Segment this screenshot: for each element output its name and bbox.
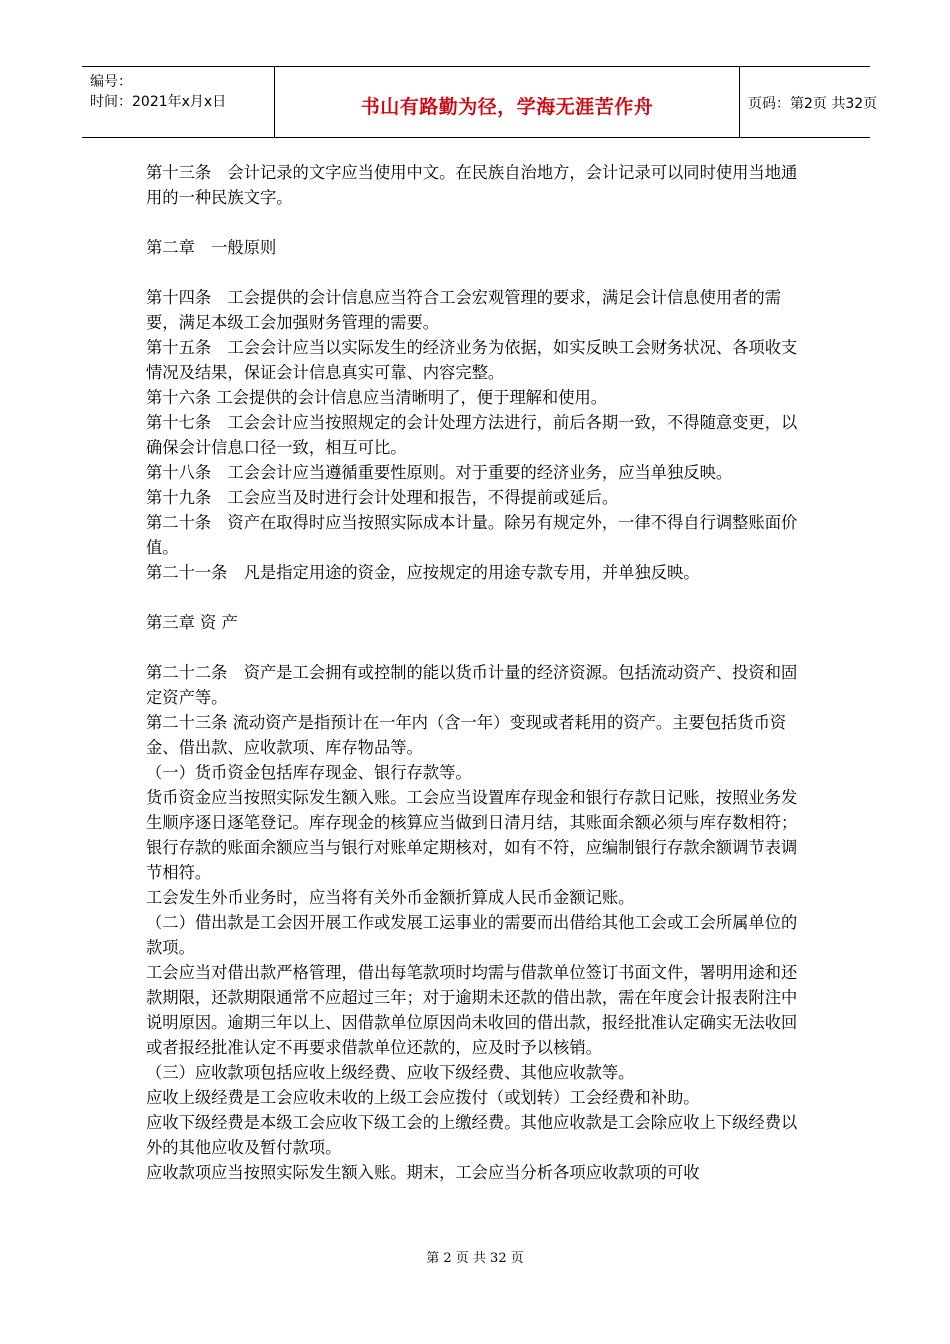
blank-line (146, 210, 810, 235)
paragraph: 应收上级经费是工会应收未收的上级工会应拨付（或划转）工会经费和补助。 (146, 1088, 700, 1107)
header-motto: 书山有路勤为径，学海无涯苦作舟 (360, 96, 654, 118)
page-header (82, 66, 878, 138)
blank-line (146, 635, 810, 660)
document-number: 编号： (90, 74, 132, 90)
blank-line (146, 585, 810, 610)
paragraph: 应收款项应当按照实际发生额入账。期末，工会应当分析各项应收款项的可收 (146, 1163, 700, 1182)
paragraph: （二）借出款是工会因开展工作或发展工运事业的需要而出借给其他工会或工会所属单位的款项。 (146, 913, 798, 957)
paragraph: 第二十三条 流动资产是指预计在一年内（含一年）变现或者耗用的资产。主要包括货币资金、借出款、应收款项、库存物品等。 (146, 713, 787, 757)
page-footer: 第 2 页 共 32 页 (426, 1251, 524, 1266)
paragraph: 第十七条 工会会计应当按照规定的会计处理方法进行，前后各期一致，不得随意变更，以确保会计信息口径一致，相互可比。 (146, 413, 798, 457)
header-page-info: 页码：第2页 共32页 (748, 96, 878, 112)
header-page-cell (740, 67, 878, 137)
paragraph: 第十三条 会计记录的文字应当使用中文。在民族自治地方，会计记录可以同时使用当地通用的一种民族文字。 (146, 163, 798, 207)
paragraph: 第十九条 工会应当及时进行会计处理和报告，不得提前或延后。 (146, 488, 619, 507)
paragraph: （一）货币资金包括库存现金、银行存款等。 (146, 763, 472, 782)
paragraph: 第三章 资 产 (146, 613, 238, 632)
paragraph: （三）应收款项包括应收上级经费、应收下级经费、其他应收款等。 (146, 1063, 635, 1082)
document-body (146, 160, 810, 1185)
paragraph: 第二章 一般原则 (146, 238, 277, 257)
paragraph: 工会应当对借出款严格管理，借出每笔款项时均需与借款单位签订书面文件，署明用途和还款期限，还款期限通常不应超过三年；对于逾期未还款的借出款，需在年度会计报表附注中说明原因。逾期三年以上、因借款单位原因尚未收回的借出款，报经批准认定确实无法收回或者报经批准认定不再要求借款单位还款的，应及时予以核销。 (146, 963, 798, 1057)
document-date: 时间：2021年x月x日 (90, 94, 227, 110)
header-motto-cell (275, 67, 740, 137)
header-meta (82, 67, 275, 137)
paragraph: 第二十二条 资产是工会拥有或控制的能以货币计量的经济资源。包括流动资产、投资和固定资产等。 (146, 663, 798, 707)
paragraph: 第二十条 资产在取得时应当按照实际成本计量。除另有规定外，一律不得自行调整账面价值。 (146, 513, 798, 557)
paragraph: 应收下级经费是本级工会应收下级工会的上缴经费。其他应收款是工会除应收上下级经费以外的其他应收及暂付款项。 (146, 1113, 798, 1157)
paragraph: 工会发生外币业务时，应当将有关外币金额折算成人民币金额记账。 (146, 888, 635, 907)
paragraph: 第十六条 工会提供的会计信息应当清晰明了，便于理解和使用。 (146, 388, 608, 407)
paragraph: 第十八条 工会会计应当遵循重要性原则。对于重要的经济业务，应当单独反映。 (146, 463, 733, 482)
blank-line (146, 260, 810, 285)
paragraph: 第十五条 工会会计应当以实际发生的经济业务为依据，如实反映工会财务状况、各项收支情况及结果，保证会计信息真实可靠、内容完整。 (146, 338, 798, 382)
paragraph: 第二十一条 凡是指定用途的资金，应按规定的用途专款专用，并单独反映。 (146, 563, 700, 582)
paragraph: 第十四条 工会提供的会计信息应当符合工会宏观管理的要求，满足会计信息使用者的需要，满足本级工会加强财务管理的需要。 (146, 288, 781, 332)
paragraph: 货币资金应当按照实际发生额入账。工会应当设置库存现金和银行存款日记账，按照业务发生顺序逐日逐笔登记。库存现金的核算应当做到日清月结，其账面余额必须与库存数相符；银行存款的账面余额应当与银行对账单定期核对，如有不符，应编制银行存款余额调节表调节相符。 (146, 788, 798, 882)
